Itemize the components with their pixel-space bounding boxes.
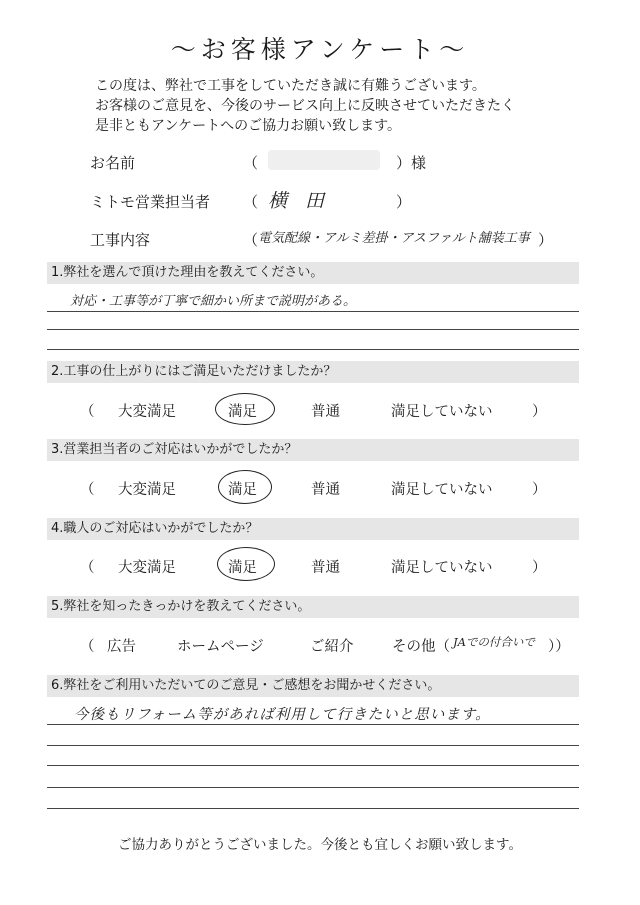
q2-option-average[interactable]: 普通	[311, 404, 340, 420]
q4-option-unsatisfied[interactable]: 満足していない	[391, 560, 493, 576]
q5-option-homepage[interactable]: ホームページ	[177, 639, 264, 655]
q3-open-paren: （	[80, 482, 95, 498]
work-value: 電気配線・アルミ差掛・アスファルト舗装工事	[258, 231, 530, 246]
survey-title: 〜お客様アンケート〜	[170, 35, 470, 64]
q5-open-paren: （	[80, 639, 95, 655]
q2-open-paren: （	[80, 404, 95, 420]
q2-option-satisfied[interactable]: 満足	[228, 404, 257, 420]
staff-open-paren: （	[243, 193, 259, 211]
q2-close-paren: ）	[532, 404, 547, 420]
name-label: お名前	[90, 154, 136, 172]
q4-option-very-satisfied[interactable]: 大変満足	[118, 560, 176, 576]
intro-line-2: お客様のご意見を、今後のサービス向上に反映させていただきたく	[95, 98, 515, 114]
answer-line	[47, 329, 579, 330]
answer-line	[47, 765, 579, 766]
question-2-label: 2.工事の仕上がりにはご満足いただけましたか？	[47, 361, 579, 383]
q5-option-ad[interactable]: 広告	[107, 639, 136, 655]
q4-option-satisfied[interactable]: 満足	[228, 560, 257, 576]
intro-line-1: この度は、弊社で工事をしていただき誠に有難うございます。	[95, 78, 486, 94]
question-1-answer: 対応・工事等が丁寧で細かい所まで説明がある。	[70, 294, 357, 309]
q3-option-unsatisfied[interactable]: 満足していない	[391, 482, 493, 498]
answer-line	[47, 349, 579, 350]
q3-option-average[interactable]: 普通	[311, 482, 340, 498]
footer-thanks: ご協力ありがとうございました。今後とも宜しくお願い致します。	[118, 837, 522, 853]
staff-value: 横 田	[268, 190, 331, 212]
q4-close-paren: ）	[532, 560, 547, 576]
q5-option-other[interactable]: その他（	[392, 639, 450, 655]
question-3-label: 3.営業担当者のご対応はいかがでしたか？	[47, 439, 579, 461]
q5-other-value: JAでの付合いで	[453, 635, 535, 649]
question-6-answer: 今後もリフォーム等があれば利用して行きたいと思います。	[74, 707, 491, 723]
name-redacted	[268, 150, 380, 170]
name-open-paren: （	[243, 154, 259, 172]
q4-open-paren: （	[80, 560, 95, 576]
q3-option-very-satisfied[interactable]: 大変満足	[118, 482, 176, 498]
answer-line	[47, 745, 579, 746]
answer-line	[47, 787, 579, 788]
answer-line	[47, 724, 579, 725]
staff-close-paren: ）	[396, 193, 412, 211]
question-6-label: 6.弊社をご利用いただいてのご意見・ご感想をお聞かせください。	[47, 675, 579, 697]
answer-line	[47, 311, 579, 312]
q2-option-unsatisfied[interactable]: 満足していない	[391, 404, 493, 420]
question-4-label: 4.職人のご対応はいかがでしたか？	[47, 518, 579, 540]
work-open-paren: （	[243, 231, 259, 249]
q5-option-referral[interactable]: ご紹介	[310, 639, 354, 655]
intro-line-3: 是非ともアンケートへのご協力お願い致します。	[95, 118, 402, 134]
work-label: 工事内容	[90, 231, 151, 249]
staff-label: ミトモ営業担当者	[90, 193, 211, 211]
work-close-paren: ）	[538, 231, 554, 249]
q3-option-satisfied[interactable]: 満足	[228, 482, 257, 498]
q2-option-very-satisfied[interactable]: 大変満足	[118, 404, 176, 420]
question-1-label: 1.弊社を選んで頂けた理由を教えてください。	[47, 262, 579, 284]
q4-option-average[interactable]: 普通	[311, 560, 340, 576]
name-close-paren: ）様	[396, 154, 427, 172]
answer-line	[47, 808, 579, 809]
q3-close-paren: ）	[532, 482, 547, 498]
q5-close-paren: ））	[548, 639, 570, 655]
question-5-label: 5.弊社を知ったきっかけを教えてください。	[47, 596, 579, 618]
